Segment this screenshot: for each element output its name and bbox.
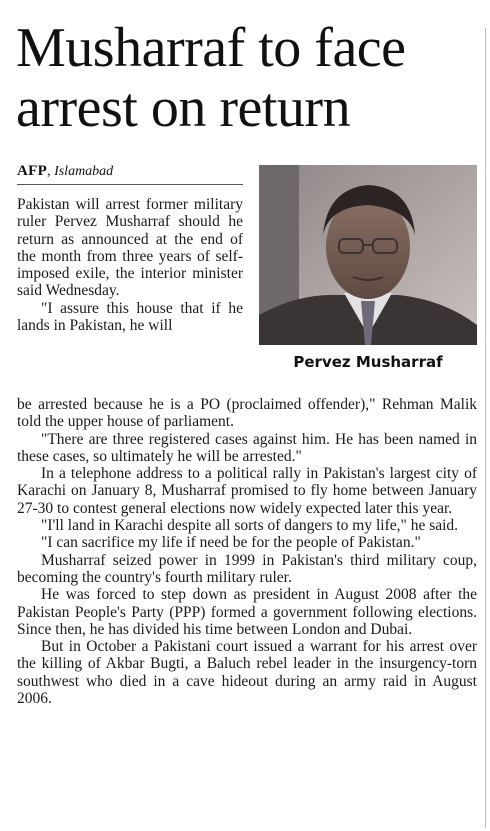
article-paragraph: Musharraf seized power in 1999 in Pakistan's third military coup, becoming the country's fourth military ruler. <box>17 551 477 586</box>
article-column-wide <box>17 396 477 707</box>
portrait-illustration <box>259 165 477 345</box>
headline: Musharraf to face arrest on return <box>16 17 406 139</box>
article-paragraph: "I can sacrifice my life if need be for the people of Pakistan." <box>41 534 421 552</box>
article-column-narrow <box>17 196 243 334</box>
byline-separator: , <box>47 164 55 179</box>
byline-agency: AFP <box>17 163 48 179</box>
article-paragraph: Pakistan will arrest former military ruler Pervez Musharraf should he return as announced at the end of the month from three years of self-imposed exile, the interior minister said Wednesday. <box>17 196 243 300</box>
article-paragraph: "There are three registered cases against him. He has been named in these cases, so ultimately he will be arrested." <box>17 430 477 465</box>
portrait-photo <box>259 165 477 345</box>
article-paragraph: "I'll land in Karachi despite all sorts of dangers to my life," he said. <box>41 517 459 535</box>
article-paragraph: be arrested because he is a PO (proclaimed offender)," Rehman Malik told the upper house of parliament. <box>17 396 477 431</box>
article-paragraph: But in October a Pakistani court issued a warrant for his arrest over the killing of Akbar Bugti, a Baluch rebel leader in the insurgency-torn southwest who died in a cave hideout during an army raid in August 2006. <box>17 638 477 708</box>
article-paragraph: In a telephone address to a political rally in Pakistan's largest city of Karachi on January 8, Musharraf promised to fly home between January 27-30 to contest general elections now widely expected later this year. <box>17 465 477 517</box>
photo-caption: Pervez Musharraf <box>293 353 443 371</box>
article-paragraph: "I assure this house that if he lands in Pakistan, he will <box>17 299 243 335</box>
article-paragraph: He was forced to step down as president in August 2008 after the Pakistan People's Party (PPP) formed a government following elections. Since then, he has divided his time between London and Dubai. <box>17 586 477 638</box>
page-edge-rule <box>485 28 486 828</box>
byline-place: Islamabad <box>54 164 114 179</box>
byline <box>17 162 243 185</box>
